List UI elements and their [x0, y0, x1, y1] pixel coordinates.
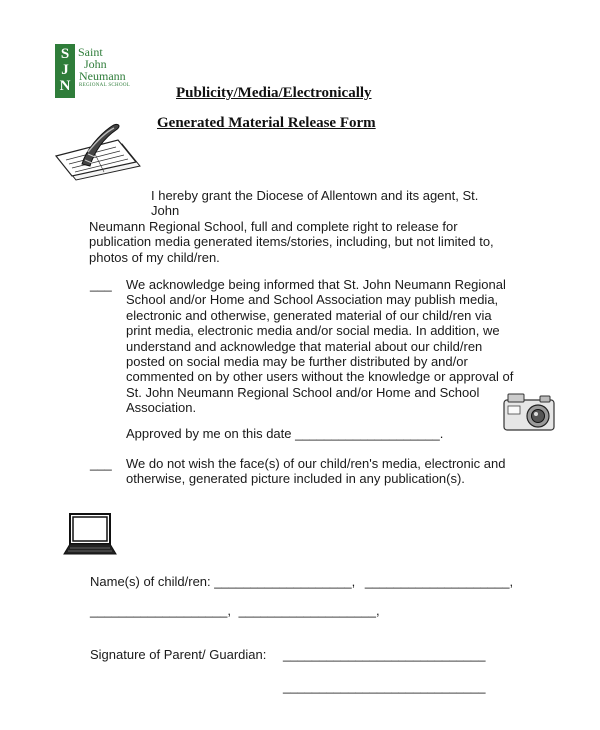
form-title-line1: Publicity/Media/Electronically: [176, 85, 372, 101]
approved-row: [126, 426, 443, 441]
intro-paragraph: [89, 188, 509, 265]
logo-line1: Saint: [78, 45, 103, 59]
laptop-icon: [62, 512, 118, 558]
logo-monogram-n: N: [59, 78, 71, 94]
logo-monogram-s: S: [60, 46, 70, 62]
decline-paragraph: We do not wish the face(s) of our child/ren's media, electronic and otherwise, generated picture included in any publication(s).: [126, 456, 506, 487]
child-name-field-3[interactable]: ___________________,: [90, 603, 231, 618]
logo-line4: REGIONAL SCHOOL: [79, 83, 131, 88]
child-name-field-1[interactable]: ___________________,: [214, 574, 356, 589]
intro-lead: I hereby grant the Diocese of Allentown and its agent, St. John: [151, 188, 479, 219]
consent-blank[interactable]: ___: [90, 277, 112, 292]
newspaper-icon: [52, 120, 144, 182]
signature-field-1[interactable]: ____________________________: [283, 647, 486, 662]
names-row-2: [90, 603, 380, 618]
intro-rest: Neumann Regional School, full and complete right to release for publication media generated items/stories, including, but not limited to, photos of my child/ren.: [89, 218, 494, 265]
consent-paragraph: We acknowledge being informed that St. John Neumann Regional School and/or Home and School Association may publish media, electronic and otherwise, generated material of our child/ren via print media, electronic media and/or social media. In addition, we understand and acknowledge that material about our child/ren posted on social media may be further distributed by and/or commented on by other users without the knowledge or approval of St. John Neumann Regional School and/or Home and School Association.: [126, 277, 514, 416]
logo-line2: John: [84, 57, 107, 71]
logo-monogram-j: J: [61, 62, 69, 78]
form-title-line2: Generated Material Release Form: [157, 115, 376, 131]
child-name-field-2[interactable]: ____________________,: [364, 574, 514, 589]
logo-line3: Neumann: [79, 69, 126, 83]
signature-field-2[interactable]: ____________________________: [283, 679, 486, 694]
names-label: Name(s) of child/ren:: [90, 574, 211, 589]
camera-icon: [500, 390, 560, 434]
names-row-1: [90, 574, 513, 589]
child-name-field-4[interactable]: ___________________,: [238, 603, 380, 618]
approved-date-field[interactable]: ____________________.: [295, 426, 444, 441]
decline-blank[interactable]: ___: [90, 456, 112, 471]
approved-label: Approved by me on this date: [126, 426, 292, 441]
signature-label: Signature of Parent/ Guardian:: [90, 647, 267, 662]
school-logo-mark: [55, 44, 75, 98]
